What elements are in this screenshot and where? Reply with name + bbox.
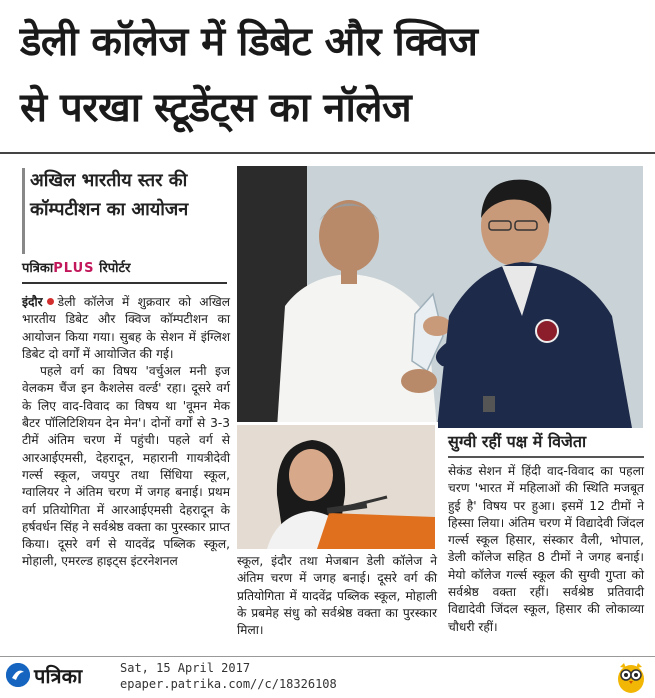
speaker-at-podium-photo — [237, 422, 438, 549]
headline-line-2: से परखा स्टूडेंट्स का नॉलेज — [20, 85, 412, 131]
byline-brand: पत्रिका — [22, 261, 54, 276]
paragraph-1: डेली कॉलेज में शुक्रवार को अखिल भारतीय डिबेट और क्विज कॉम्पटीशन का आयोजन किया गया। सुबह के सेशन में इंग्लिश डिबेट दो वर्गों में आयोजित की गई। — [22, 295, 230, 361]
reporter-byline — [22, 258, 227, 284]
footer-divider — [0, 656, 655, 657]
headline-line-1: डेली कॉलेज में डिबेट और क्विज — [20, 19, 478, 65]
article-column-1 — [22, 294, 230, 571]
bullet-dot-icon — [47, 298, 54, 305]
article-column-2: स्कूल, इंदौर तथा मेजबान डेली कॉलेज ने अंतिम चरण में जगह बनाई। दूसरे वर्ग की प्रतियोगिता में यादवेंद्र पब्लिक स्कूल, मोहाली के प्रबमेह संधु को सर्वश्रेष्ठ वक्ता का पुरस्कार मिला। — [237, 554, 437, 638]
byline-plus: PLUS — [53, 261, 95, 276]
footer-url[interactable]: epaper.patrika.com//c/18326108 — [120, 677, 337, 691]
top-divider — [0, 152, 655, 154]
subheadline: अखिल भारतीय स्तर की कॉम्पटीशन का आयोजन — [30, 170, 189, 220]
subhead-accent-bar — [22, 168, 25, 254]
byline-role: रिपोर्टर — [99, 261, 131, 276]
paragraph-2: पहले वर्ग का विषय 'वर्चुअल मनी इज वेलकम चैंज इन कैशलेस वर्ल्ड' रहा। दूसरे वर्ग के लिए वाद-विवाद का विषय था 'वूमन मेक बैटर पॉलिटिशियन देन मेन'। दोनों वर्गों से 3-3 टीमें अंतिम चरण में पहुंची। पहले वर्ग से आरआईएमसी, देहरादून, महारानी गायत्रीदेवी गर्ल्स स्कूल, जयपुर तथा सिंधिया स्कूल, ग्वालियर ने अंतिम चरण में जगह बनाई। प्रथम वर्ग प्रतियोगिता में आरआईएमसी देहरादून के हर्षवर्धन सिंह ने सर्वश्रेष्ठ वक्ता का पुरस्कार प्राप्त किया। दूसरे वर्ग से यादवेंद्र पब्लिक स्कूल, मोहाली, एमरल्ड हाइट्स इंटरनेशनल — [22, 364, 230, 569]
award-ceremony-photo — [237, 166, 643, 428]
owl-mascot-icon — [616, 660, 646, 694]
patrika-logo-icon — [6, 663, 30, 687]
dateline: इंदौर — [22, 295, 43, 309]
section-heading-winner: सुग्वी रहीं पक्ष में विजेता — [448, 430, 644, 458]
footer-date: Sat, 15 April 2017 — [120, 661, 251, 675]
article-column-3: सेकंड सेशन में हिंदी वाद-विवाद का पहला चरण 'भारत में महिलाओं की स्थिति मजबूत हुई है' विषय पर हुआ। इसमें 12 टीमों ने हिस्सा लिया। अंतिम चरण में विद्यादेवी जिंदल गर्ल्स स्कूल हिसार, संस्कार वैली, भोपाल, डेली कॉलेज सहित 8 टीमों ने जगह बनाई। मेयो कॉलेज गर्ल्स स्कूल की सुग्वी गुप्ता को सर्वश्रेष्ठ वक्ता रहीं। सर्वश्रेष्ठ प्रतिवादी विद्यादेवी जिंदल स्कूल, हिसार की लोकाव्या चौधरी रहीं। — [448, 464, 644, 634]
footer-brand: पत्रिका — [34, 664, 83, 688]
